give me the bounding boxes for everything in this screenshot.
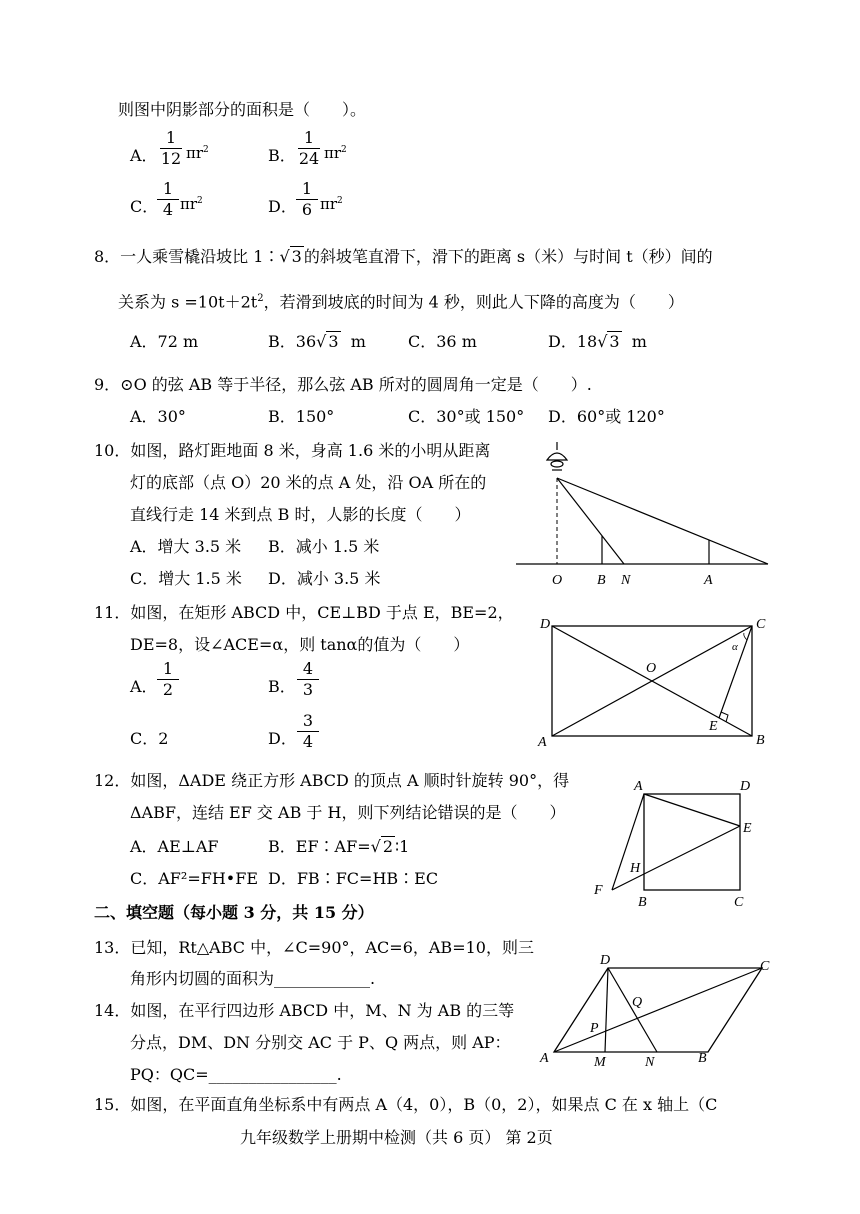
q10-option-a: A．增大 3.5 米	[130, 537, 242, 556]
label-f: F	[594, 883, 603, 898]
q12-figure	[590, 776, 770, 916]
diagonal-ac	[554, 968, 762, 1052]
q7-stem: 则图中阴影部分的面积是（ ）。	[118, 100, 367, 119]
label-a: A	[538, 735, 547, 750]
light-ray-to-n	[557, 478, 624, 564]
label-o: O	[646, 661, 657, 676]
page-footer: 九年级数学上册期中检测（共 6 页） 第 2页	[240, 1128, 553, 1147]
q14-line2: 分点，DM、DN 分别交 AC 于 P、Q 两点，则 AP：	[130, 1033, 511, 1052]
q13-line1: 13．已知，Rt△ABC 中，∠C=90°，AC=6，AB=10，则三	[94, 938, 534, 957]
q13-line2: 角形内切圆的面积为____________.	[130, 969, 376, 988]
q11-option-d-fraction: 3 4	[297, 712, 319, 751]
q9-option-c: C．30°或 150°	[408, 407, 525, 426]
q7-option-a-fraction: 1 12	[160, 128, 182, 168]
label-n: N	[621, 573, 631, 588]
q8-line1: 8．一人乘雪橇沿坡比 1∶√ 3 的斜坡笔直滑下，滑下的距离 s（米）与时间 t（秒）间的	[94, 247, 713, 266]
section-heading: 二、填空题（每小题 3 分，共 15 分）	[94, 903, 374, 922]
q8-option-b: B．36√ 3 m	[268, 332, 366, 351]
q10-option-b: B．减小 1.5 米	[268, 537, 380, 556]
q7-option-d-fraction: 1 6	[296, 180, 318, 219]
street-lamp-icon	[547, 442, 567, 470]
q10-line3: 直线行走 14 米到点 B 时，人影的长度（ ）	[130, 505, 471, 524]
q14-figure	[538, 950, 778, 1070]
q12-option-a: A．AE⊥AF	[130, 837, 219, 856]
q9-stem: 9．⊙O 的弦 AB 等于半径，那么弦 AB 所对的圆周角一定是（ ）.	[94, 375, 592, 394]
sqrt-symbol: √ 3	[316, 332, 339, 351]
q14-line3: PQ：QC=________________.	[130, 1065, 342, 1084]
sqrt-symbol: √ 2	[370, 837, 393, 856]
label-d: D	[600, 953, 611, 968]
q10-line1: 10．如图，路灯距地面 8 米，身高 1.6 米的小明从距离	[94, 441, 491, 460]
q11-option-a-label: A．	[130, 677, 158, 696]
q11-figure	[536, 614, 776, 754]
sqrt-symbol: √ 3	[279, 247, 302, 266]
label-d: D	[540, 617, 551, 632]
q10-option-d: D．减小 3.5 米	[268, 569, 381, 588]
q10-figure	[512, 440, 772, 590]
q7-option-c-label: C．	[130, 197, 159, 216]
q8-option-c: C．36 m	[408, 332, 477, 351]
q12-line1: 12．如图，ΔADE 绕正方形 ABCD 的顶点 A 顺时针旋转 90°，得	[94, 771, 570, 790]
segment-dn	[608, 968, 657, 1052]
label-a: A	[704, 573, 713, 588]
q7-option-c-pir: $\pi r^2$	[180, 195, 203, 213]
label-alpha: α	[732, 641, 738, 653]
segment-ae	[644, 794, 740, 826]
q7-option-b-label: B．	[268, 146, 296, 165]
q9-option-a: A．30°	[130, 407, 186, 426]
q10-option-c: C．增大 1.5 米	[130, 569, 242, 588]
q7-option-b-pir: $\pi r^2$	[324, 144, 347, 162]
q14-line1: 14．如图，在平行四边形 ABCD 中，M、N 为 AB 的三等	[94, 1001, 515, 1020]
label-n: N	[645, 1055, 655, 1070]
label-m: M	[594, 1055, 606, 1070]
label-q: Q	[632, 995, 643, 1010]
label-o: O	[552, 573, 563, 588]
q9-option-d: D．60°或 120°	[548, 407, 665, 426]
sqrt-symbol: √ 3	[597, 332, 620, 351]
label-c: C	[756, 617, 766, 632]
q12-option-d: D．FB∶FC=HB∶EC	[268, 869, 439, 888]
label-a: A	[540, 1051, 549, 1066]
q11-option-b-fraction: 4 3	[297, 660, 319, 699]
q12-option-b: B．EF∶AF=√ 2 ∶1	[268, 837, 410, 856]
label-b: B	[597, 573, 606, 588]
q11-option-a-fraction: 1 2	[157, 660, 179, 699]
label-b: B	[756, 733, 765, 748]
q10-line2: 灯的底部（点 O）20 米的点 A 处，沿 OA 所在的	[130, 473, 487, 492]
q9-option-b: B．150°	[268, 407, 335, 426]
q7-option-a-pir: $\pi r^2$	[186, 144, 209, 162]
label-h: H	[630, 861, 641, 876]
label-c: C	[734, 895, 744, 910]
label-e: E	[709, 719, 718, 734]
q12-line2: ΔABF，连结 EF 交 AB 于 H，则下列结论错误的是（ ）	[130, 803, 566, 822]
q8-line2: 关系为 $s =10t+2t^2$，若滑到坡底的时间为 4 秒，则此人下降的高度为（ ）	[118, 292, 684, 312]
q7-option-b-fraction: 1 24	[298, 128, 320, 168]
q11-option-d-label: D．	[268, 729, 297, 748]
label-d: D	[740, 779, 751, 794]
q15-line1: 15．如图，在平面直角坐标系中有两点 A（4，0），B（0，2），如果点 C 在 x 轴上（C	[94, 1095, 718, 1114]
label-a: A	[634, 779, 643, 794]
segment-dm	[605, 968, 608, 1052]
label-c: C	[760, 959, 770, 974]
q7-option-a-label: A．	[130, 146, 158, 165]
q12-option-c: C．AF²=FH•FE	[130, 869, 258, 888]
q11-option-b-label: B．	[268, 677, 296, 696]
label-p: P	[590, 1021, 599, 1036]
label-e: E	[743, 821, 752, 836]
q8-option-a: A．72 m	[130, 332, 199, 351]
light-ray-to-far	[557, 478, 768, 564]
q7-option-c-fraction: 1 4	[157, 180, 179, 219]
q11-line2: DE=8，设∠ACE=α，则 tanα的值为（ ）	[130, 635, 470, 654]
label-b: B	[638, 895, 647, 910]
q7-option-d-label: D．	[268, 197, 297, 216]
segment-fe	[612, 826, 740, 890]
q8-option-d: D．18√ 3 m	[548, 332, 647, 351]
q7-option-d-pir: $\pi r^2$	[320, 195, 343, 213]
alpha-arc	[744, 633, 747, 640]
square-abcd	[644, 794, 740, 890]
label-b: B	[698, 1051, 707, 1066]
q11-option-c: C．2	[130, 729, 169, 748]
q11-line1: 11．如图，在矩形 ABCD 中，CE⊥BD 于点 E，BE=2，	[94, 603, 514, 622]
